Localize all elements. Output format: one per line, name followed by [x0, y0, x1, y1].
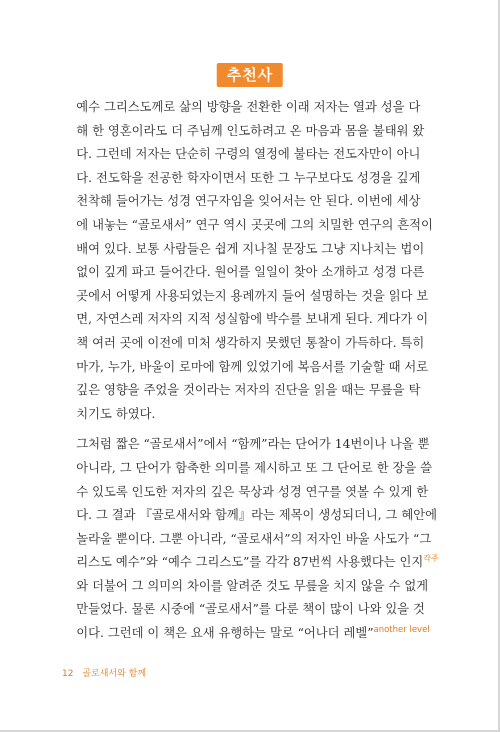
text-line: 곳에서 어떻게 사용되었는지 용례까지 들어 설명하는 것을 읽다 보 [76, 288, 429, 303]
english-gloss: another level [373, 624, 430, 635]
text-line: 에 내놓는 “골로새서” 연구 역시 곳곳에 그의 치밀한 연구의 흔적이 [76, 217, 433, 232]
section-title-badge: 추천사 [217, 63, 283, 87]
paragraph-1 [64, 96, 442, 426]
text-line: 배여 있다. 보통 사람들은 쉽게 지나칠 문장도 그냥 지나치는 법이 [76, 241, 425, 256]
running-title: 골로새서와 함께 [82, 669, 147, 679]
text-line: 치기도 하였다. [76, 406, 156, 421]
body-text [64, 96, 442, 646]
text-line: 마가, 누가, 바울이 로마에 함께 있었기에 복음서를 기술할 때 서로 [76, 359, 429, 374]
text-line: 수 있도록 인도한 저자의 깊은 묵상과 성경 연구를 엿볼 수 있게 한 [76, 484, 429, 499]
line-text: 이다. 그런데 이 책은 요새 유행하는 말로 “어나더 레벨” [76, 626, 374, 641]
text-line: 다. 전도학을 전공한 학자이면서 또한 그 누구보다도 성경을 깊게 [76, 170, 421, 185]
page-footer [62, 666, 146, 679]
text-line: 그처럼 짧은 “골로새서”에서 “함께”라는 단어가 14번이나 나올 뿐 [76, 437, 430, 452]
text-line: 다. 그런데 저자는 단순히 구령의 열정에 불타는 전도자만이 아니 [76, 147, 421, 162]
text-line [64, 622, 442, 646]
text-line: 다. 그 결과 『골로새서와 함께』라는 제목이 생성되더니, 그 혜안에 [76, 508, 437, 523]
footnote-marker: 각주 [423, 554, 439, 564]
text-line: 해 한 영혼이라도 더 주님께 인도하려고 온 마음과 몸을 불태워 왔 [76, 123, 425, 138]
text-line: 깊은 영향을 주었을 것이라는 저자의 진단을 읽을 때는 무릎을 탁 [76, 383, 421, 398]
text-line: 만들었다. 물론 시중에 “골로새서”를 다룬 책이 많이 나와 있을 것 [76, 602, 425, 617]
paragraph-2 [64, 433, 442, 645]
text-line [64, 551, 442, 575]
line-text: 리스도 예수”와 “예수 그리스도”를 각각 87번씩 사용했다는 인지 [76, 555, 424, 570]
text-line: 놀라울 뿐이다. 그뿐 아니라, “골로새서”의 저자인 바울 사도가 “그 [76, 531, 432, 546]
text-line: 아니라, 그 단어가 함축한 의미를 제시하고 또 그 단어로 한 장을 쓸 [76, 460, 433, 475]
text-line: 책 여러 곳에 이전에 미처 생각하지 못했던 통찰이 가득하다. 특히 [76, 335, 425, 350]
text-line: 천착해 들어가는 성경 연구자임을 잊어서는 안 된다. 이번에 세상 [76, 194, 421, 209]
text-line: 면, 자연스레 저자의 지적 성실함에 박수를 보내게 된다. 게다가 이 [76, 312, 429, 327]
text-line: 와 더불어 그 의미의 차이를 알려준 것도 무릎을 치지 않을 수 없게 [76, 578, 429, 593]
text-line: 없이 깊게 파고 들어간다. 원어를 일일이 찾아 소개하고 성경 다른 [76, 265, 425, 280]
text-line: 예수 그리스도께로 삶의 방향을 전환한 이래 저자는 열과 성을 다 [76, 100, 421, 114]
page-number: 12 [62, 669, 74, 679]
